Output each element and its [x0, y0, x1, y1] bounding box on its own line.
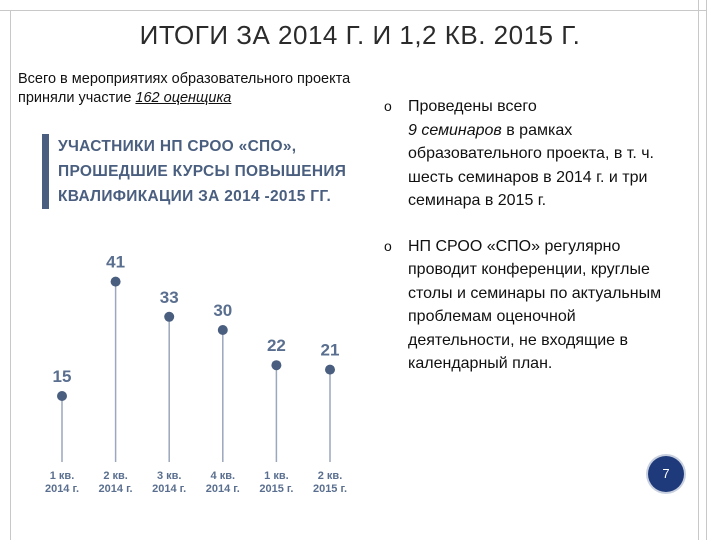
- chart-heading: [42, 134, 346, 209]
- participants-count: 162 оценщика: [135, 90, 232, 106]
- data-point: [111, 277, 121, 287]
- data-label: 33: [159, 287, 179, 307]
- bullet-marker-icon: o: [384, 98, 392, 114]
- tick-label-quarter: 1 кв.: [264, 470, 289, 482]
- data-point: [271, 360, 281, 370]
- frame-right-line-outer: [706, 0, 707, 540]
- tick-label-year: 2014 г.: [98, 483, 133, 495]
- slide-title: ИТОГИ ЗА 2014 Г. И 1,2 КВ. 2015 Г.: [139, 20, 581, 50]
- data-point: [218, 325, 228, 335]
- bullet-list: [384, 95, 684, 398]
- tick-label-year: 2014 г.: [152, 483, 187, 495]
- tick-label-quarter: 2 кв.: [103, 470, 128, 482]
- seminars-count: 9 семинаров: [408, 121, 502, 139]
- tick-label-quarter: 4 кв.: [210, 470, 236, 482]
- data-point: [325, 365, 335, 375]
- bullet-seminars-line1: Проведены всего: [408, 98, 537, 115]
- chart-heading-line-1: УЧАСТНИКИ НП СРОО «СПО»,: [58, 138, 297, 155]
- tick-label-year: 2014 г.: [205, 483, 240, 495]
- tick-label-year: 2014 г.: [44, 483, 80, 495]
- tick-label-year: 2015 г.: [259, 483, 294, 495]
- bullet-conferences-text: НП СРОО «СПО» регулярно проводит конференции, круглые столы и семинары по актуальным проблемам оценочной деятельности, не входящие в календарный план.: [408, 237, 662, 372]
- tick-label-year: 2015 г.: [312, 483, 348, 495]
- participants-chart: [0, 240, 370, 505]
- tick-label-quarter: 1 кв.: [49, 470, 75, 482]
- bullet-conferences: [384, 235, 684, 376]
- bullet-seminars-rest: образовательного проекта, в т. ч. шесть семинаров в 2014 г. и три семинара в 2015 г.: [408, 145, 654, 209]
- intro-text-main: Всего в мероприятиях образовательного проекта приняли участие: [18, 71, 351, 106]
- bullet-marker-icon: o: [384, 237, 392, 254]
- data-label: 41: [106, 252, 126, 272]
- data-label: 21: [320, 340, 340, 360]
- tick-label-quarter: 2 кв.: [317, 470, 343, 482]
- data-label: 22: [266, 336, 286, 356]
- bullet-seminars-line2: в рамках: [501, 121, 573, 139]
- frame-right-line: [698, 0, 699, 540]
- intro-text: [18, 70, 374, 108]
- data-point: [164, 312, 174, 322]
- data-label: 30: [213, 301, 233, 320]
- bullet-seminars: [384, 95, 684, 213]
- tick-label-quarter: 3 кв.: [156, 470, 182, 482]
- data-point: [57, 391, 67, 401]
- data-label: 15: [52, 367, 72, 386]
- chart-heading-line-3: КВАЛИФИКАЦИИ ЗА 2014 -2015 ГГ.: [58, 188, 332, 205]
- frame-top-line: [0, 10, 706, 11]
- page-number-badge: 7: [648, 456, 684, 492]
- chart-heading-line-2: ПРОШЕДШИЕ КУРСЫ ПОВЫШЕНИЯ: [58, 163, 347, 180]
